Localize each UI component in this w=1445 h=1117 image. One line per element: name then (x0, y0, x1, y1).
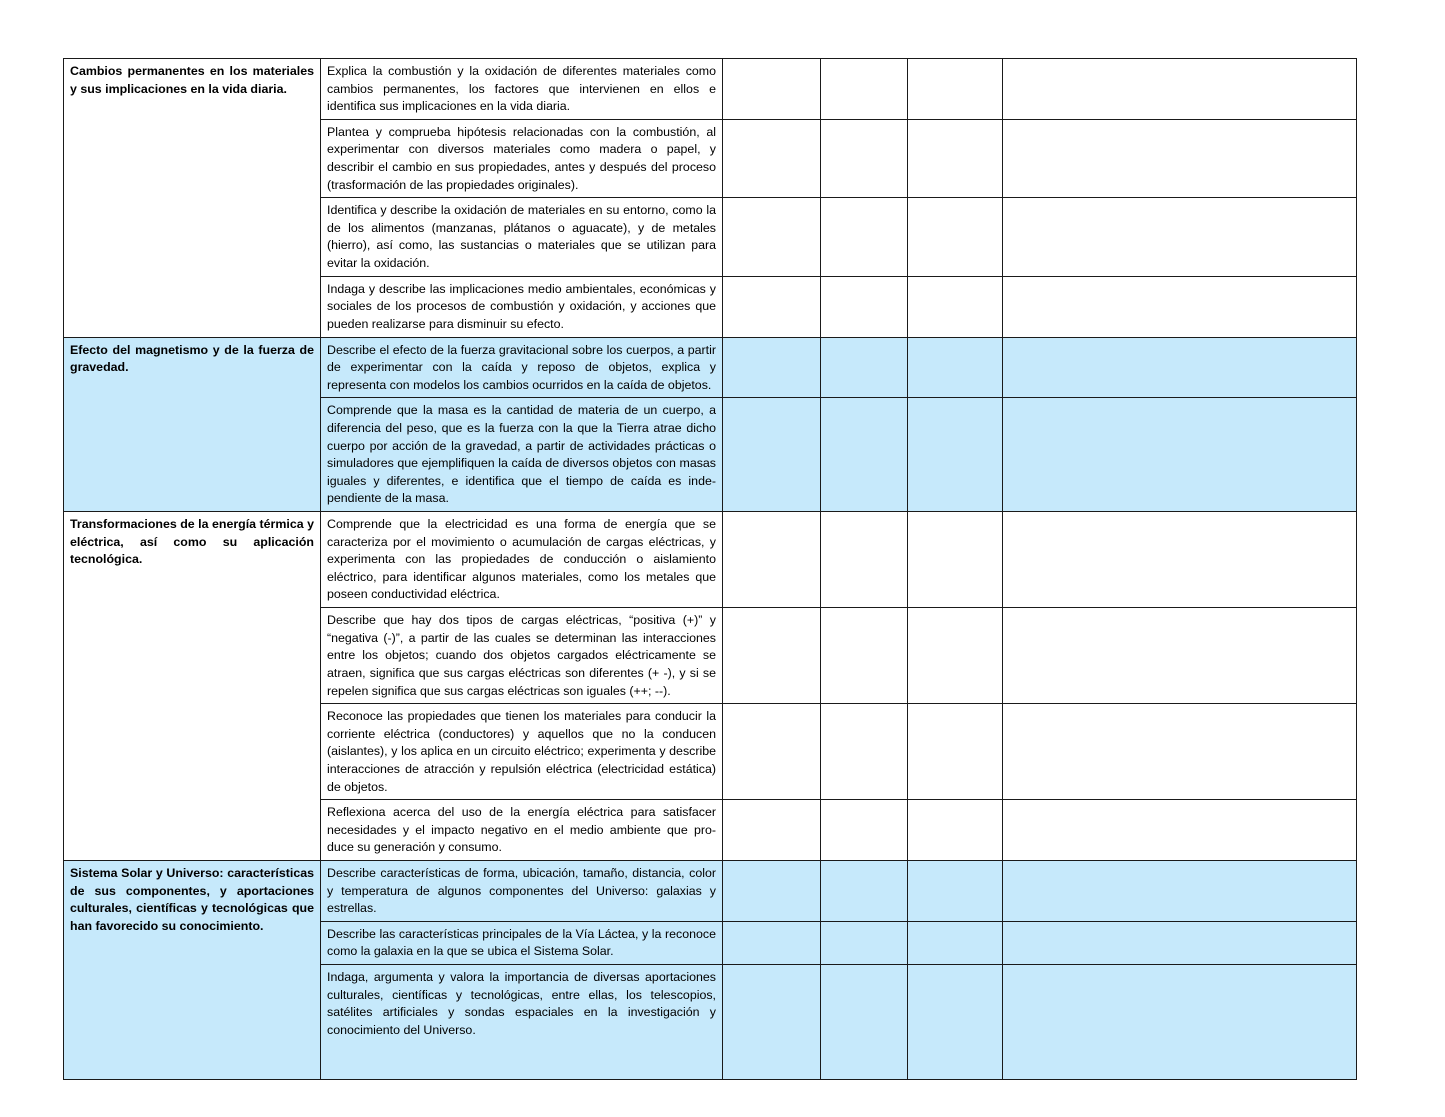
assessment-mark-cell-2[interactable] (821, 965, 908, 1080)
learning-expectation-cell: Describe el efecto de la fuerza gravitacional sobre los cuerpos, a partir de experimentar con la caída y reposo de objetos, explica y representa con modelos los cambios ocurridos en la caída de objetos. (321, 337, 723, 398)
assessment-mark-cell-2[interactable] (821, 119, 908, 197)
assessment-mark-cell-1[interactable] (723, 608, 821, 704)
learning-expectation-cell: Comprende que la electricidad es una forma de energía que se caracteriza por el movimiento o acumulación de cargas eléctricas, y experimenta con las propiedades de conducción o aislamiento eléctrico, para identificar algunos materiales, como los metales que poseen conductividad eléctrica. (321, 512, 723, 608)
observations-cell[interactable] (1003, 860, 1357, 921)
assessment-mark-cell-3[interactable] (908, 921, 1003, 964)
learning-expectation-cell: Identifica y describe la oxidación de materiales en su entorno, como la de los alimentos (manzanas, plátanos o aguacate), y de metales (hierro), así como, las sustancias o materiales que se utilizan para evitar la oxidación. (321, 198, 723, 276)
assessment-mark-cell-3[interactable] (908, 337, 1003, 398)
observations-cell[interactable] (1003, 965, 1357, 1080)
assessment-mark-cell-2[interactable] (821, 276, 908, 337)
assessment-mark-cell-1[interactable] (723, 860, 821, 921)
assessment-mark-cell-3[interactable] (908, 800, 1003, 861)
observations-cell[interactable] (1003, 608, 1357, 704)
assessment-mark-cell-3[interactable] (908, 860, 1003, 921)
assessment-mark-cell-2[interactable] (821, 800, 908, 861)
assessment-mark-cell-2[interactable] (821, 512, 908, 608)
learning-expectation-cell: Comprende que la masa es la cantidad de materia de un cuerpo, a diferencia del peso, que es la fuerza con la que la Tierra atrae dicho cuerpo por acción de la gravedad, a partir de actividades prácticas o simuladores que ejemplifiquen la caída de diversos objetos con masas iguales y diferentes, e identifica que el tiempo de caída es inde- pendiente de la masa. (321, 398, 723, 512)
assessment-mark-cell-3[interactable] (908, 59, 1003, 120)
assessment-mark-cell-2[interactable] (821, 59, 908, 120)
assessment-mark-cell-1[interactable] (723, 398, 821, 512)
assessment-mark-cell-3[interactable] (908, 276, 1003, 337)
learning-expectation-cell: Plantea y comprueba hipótesis relacionadas con la combustión, al experimentar con diversos materiales como madera o papel, y describir el cambio en sus propiedades, antes y después del proceso (trasformación de las propiedades originales). (321, 119, 723, 197)
theme-cell: Efecto del magnetismo y de la fuerza de gravedad. (64, 337, 321, 511)
assessment-mark-cell-1[interactable] (723, 512, 821, 608)
assessment-mark-cell-1[interactable] (723, 337, 821, 398)
table-row (64, 59, 1357, 120)
observations-cell[interactable] (1003, 800, 1357, 861)
observations-cell[interactable] (1003, 398, 1357, 512)
assessment-mark-cell-2[interactable] (821, 608, 908, 704)
assessment-mark-cell-1[interactable] (723, 704, 821, 800)
observations-cell[interactable] (1003, 337, 1357, 398)
assessment-mark-cell-2[interactable] (821, 860, 908, 921)
theme-cell: Sistema Solar y Universo: características de sus componentes, y aportaciones culturales, científicas y tecnológicas que han favorecido su conocimiento. (64, 860, 321, 1079)
theme-cell: Cambios permanentes en los materiales y sus implicaciones en la vida diaria. (64, 59, 321, 338)
assessment-mark-cell-3[interactable] (908, 704, 1003, 800)
assessment-mark-cell-2[interactable] (821, 921, 908, 964)
learning-expectation-cell: Reconoce las propiedades que tienen los materiales para conducir la corriente eléctrica (conductores) y aquellos que no la conducen (aislantes), y los aplica en un circuito eléctrico; experimenta y describe interacciones de atracción y repulsión eléctrica (electricidad estática) de objetos. (321, 704, 723, 800)
observations-cell[interactable] (1003, 512, 1357, 608)
assessment-mark-cell-3[interactable] (908, 608, 1003, 704)
assessment-mark-cell-1[interactable] (723, 198, 821, 276)
assessment-mark-cell-3[interactable] (908, 512, 1003, 608)
assessment-mark-cell-2[interactable] (821, 704, 908, 800)
table-row (64, 860, 1357, 921)
assessment-mark-cell-2[interactable] (821, 398, 908, 512)
assessment-mark-cell-1[interactable] (723, 59, 821, 120)
observations-cell[interactable] (1003, 198, 1357, 276)
assessment-mark-cell-2[interactable] (821, 198, 908, 276)
observations-cell[interactable] (1003, 921, 1357, 964)
learning-expectation-cell: Describe que hay dos tipos de cargas eléctricas, “positiva (+)” y “negativa (-)”, a partir de las cuales se determinan las interacciones entre los objetos; cuando dos objetos cargados eléctricamente se atraen, significa que sus cargas eléctricas son diferentes (+ -), y si se repelen significa que sus cargas eléctricas son iguales (++; --). (321, 608, 723, 704)
assessment-mark-cell-3[interactable] (908, 198, 1003, 276)
learning-expectation-cell: Describe las características principales de la Vía Láctea, y la reconoce como la galaxia en la que se ubica el Sistema Solar. (321, 921, 723, 964)
learning-expectation-cell: Describe características de forma, ubicación, tamaño, distancia, color y temperatura de algunos componentes del Universo: galaxias y estrellas. (321, 860, 723, 921)
assessment-mark-cell-1[interactable] (723, 921, 821, 964)
learning-expectation-cell: Reflexiona acerca del uso de la energía eléctrica para satisfacer necesidades y el impacto negativo en el medio ambiente que pro- duce su generación y consumo. (321, 800, 723, 861)
table-row (64, 337, 1357, 398)
assessment-mark-cell-3[interactable] (908, 965, 1003, 1080)
learning-expectation-cell: Indaga y describe las implicaciones medio ambientales, económicas y sociales de los procesos de combustión y oxidación, y acciones que pueden realizarse para disminuir su efecto. (321, 276, 723, 337)
learning-expectation-cell: Explica la combustión y la oxidación de diferentes materiales como cambios permanentes, los factores que intervienen en ellos e identifica sus implicaciones en la vida diaria. (321, 59, 723, 120)
observations-cell[interactable] (1003, 119, 1357, 197)
curriculum-table (63, 58, 1357, 1080)
theme-cell: Transformaciones de la energía térmica y eléctrica, así como su aplicación tecnológica. (64, 512, 321, 861)
observations-cell[interactable] (1003, 59, 1357, 120)
table-body (64, 59, 1357, 1080)
assessment-mark-cell-3[interactable] (908, 119, 1003, 197)
assessment-mark-cell-3[interactable] (908, 398, 1003, 512)
learning-expectation-cell: Indaga, argumenta y valora la importancia de diversas aportaciones culturales, científicas y tecnológicas, entre ellas, los telescopios, satélites artificiales y sondas espaciales en la investigación y conocimiento del Universo. (321, 965, 723, 1080)
assessment-mark-cell-2[interactable] (821, 337, 908, 398)
assessment-mark-cell-1[interactable] (723, 965, 821, 1080)
observations-cell[interactable] (1003, 276, 1357, 337)
assessment-mark-cell-1[interactable] (723, 800, 821, 861)
assessment-mark-cell-1[interactable] (723, 276, 821, 337)
table-row (64, 512, 1357, 608)
observations-cell[interactable] (1003, 704, 1357, 800)
assessment-mark-cell-1[interactable] (723, 119, 821, 197)
